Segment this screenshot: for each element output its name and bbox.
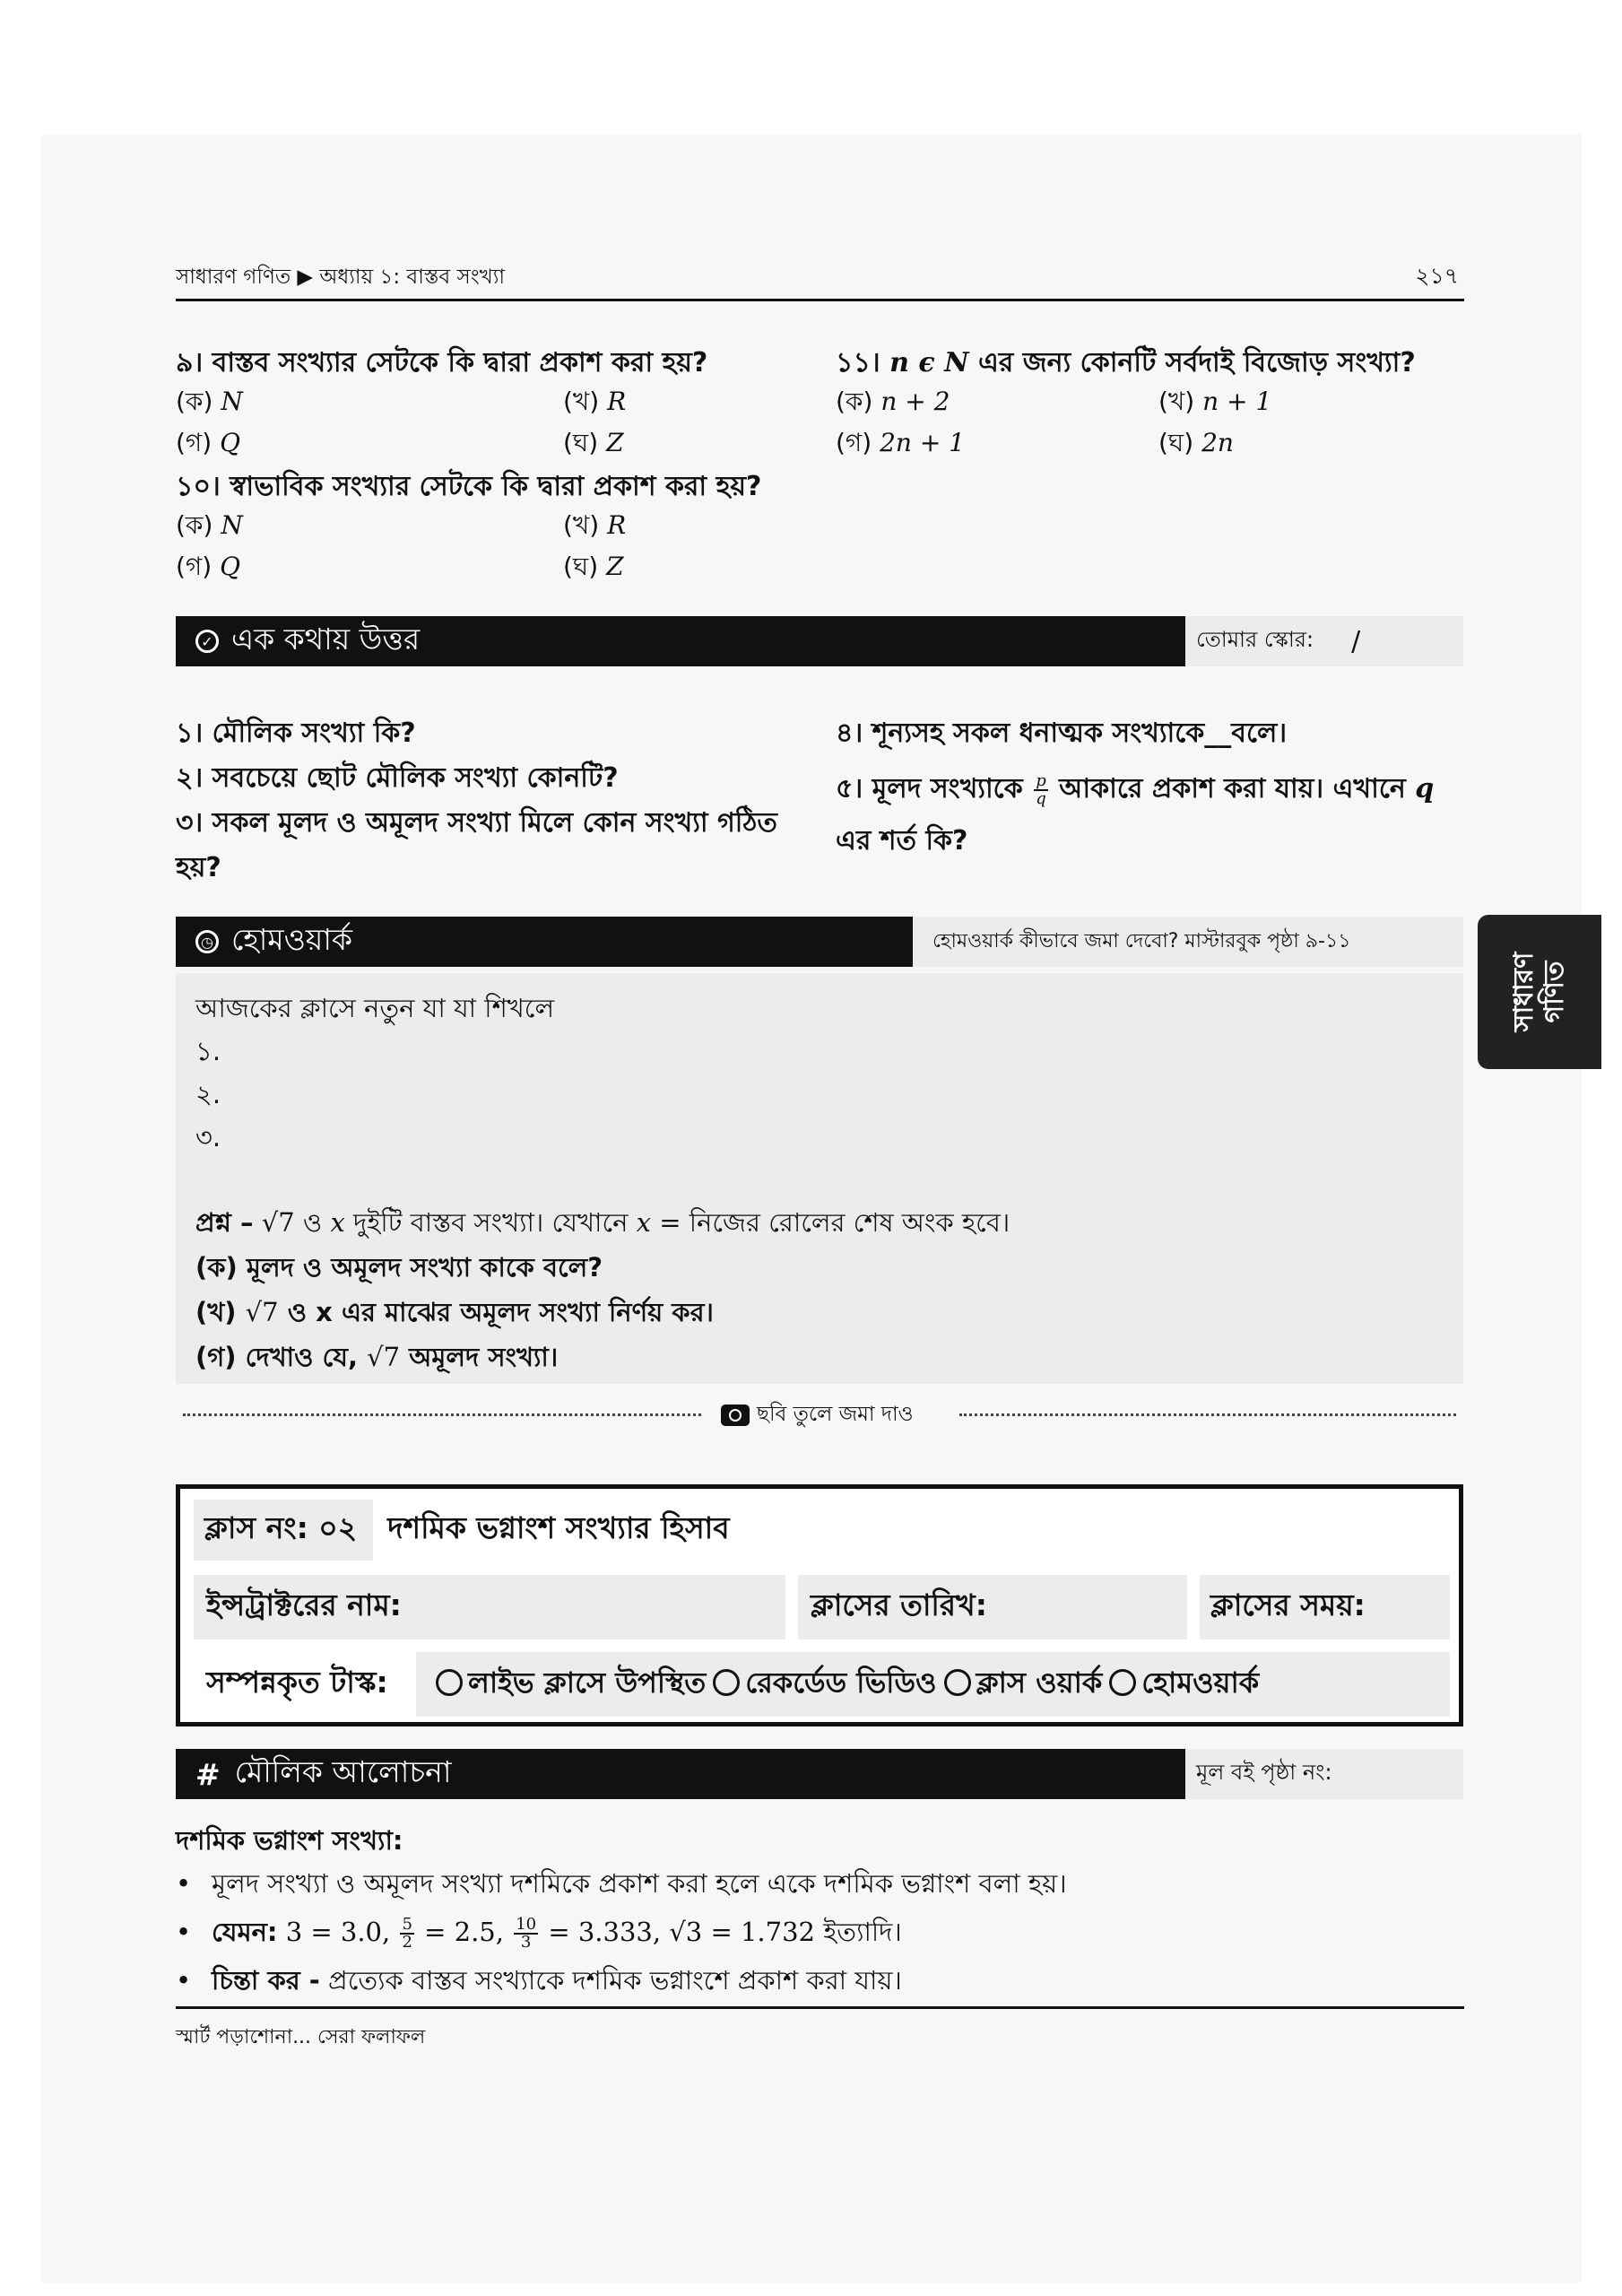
page-ref-label: মূল বই পৃষ্ঠা নং: bbox=[1196, 1760, 1332, 1785]
class-number-label: ক্লাস নং: ০২ bbox=[194, 1500, 373, 1561]
discussion-bullet-3: • চিন্তা কর - প্রত্যেক বাস্তব সংখ্যাকে দশমিক ভগ্নাংশে প্রকাশ করা যায়। bbox=[176, 1965, 902, 1996]
page-number: ২১৭ bbox=[1415, 263, 1459, 289]
mcq-11-option-d: (ঘ) 2n bbox=[1158, 428, 1234, 457]
homework-hint-box bbox=[913, 917, 1463, 967]
homework-section-bar bbox=[176, 917, 913, 967]
one-word-question-4: ৪। শূন্যসহ সকল ধনাত্মক সংখ্যাকে__বলে। bbox=[836, 718, 1288, 749]
one-word-question-2: ২। সবচেয়ে ছোট মৌলিক সংখ্যা কোনটি? bbox=[176, 762, 619, 794]
mcq-11-option-c: (গ) 2n + 1 bbox=[836, 428, 966, 457]
homework-sub-c: (গ) দেখাও যে, √7 অমূলদ সংখ্যা। bbox=[195, 1342, 559, 1372]
mcq-9-option-a: (ক) N bbox=[176, 387, 243, 416]
mcq-question-10: ১০। স্বাভাবিক সংখ্যার সেটকে কি দ্বারা প্রকাশ করা হয়? bbox=[176, 471, 762, 502]
homework-sub-a: (ক) মূলদ ও অমূলদ সংখ্যা কাকে বলে? bbox=[195, 1252, 603, 1283]
tasks-cell bbox=[416, 1652, 1450, 1717]
one-word-title: এক কথায় উত্তর bbox=[231, 622, 421, 657]
one-word-question-5: ৫। মূলদ সংখ্যাকে $\frac{p}{q}$ আকারে প্রকাশ করা যায়। এখানে q bbox=[836, 770, 1435, 808]
radio-circle-icon[interactable] bbox=[436, 1669, 463, 1696]
homework-intro: আজকের ক্লাসে নতুন যা যা শিখলে bbox=[195, 993, 555, 1023]
radio-circle-icon[interactable] bbox=[1109, 1669, 1136, 1696]
dotted-divider-right bbox=[959, 1413, 1456, 1416]
discussion-bullet-1: • মূলদ সংখ্যা ও অমূলদ সংখ্যা দশমিকে প্রকাশ করা হলে একে দশমিক ভগ্নাংশ বলা হয়। bbox=[176, 1868, 1067, 1899]
date-cell: ক্লাসের তারিখ: bbox=[798, 1575, 1187, 1639]
side-tab-general-math bbox=[1478, 915, 1601, 1069]
score-box bbox=[1185, 616, 1463, 666]
one-word-question-3-cont: হয়? bbox=[176, 852, 221, 883]
task-live-class[interactable]: লাইভ ক্লাসে উপস্থিত bbox=[436, 1660, 706, 1709]
footer-tagline: স্মার্ট পড়াশোনা... সেরা ফলাফল bbox=[176, 2026, 426, 2048]
task-class-work[interactable]: ক্লাস ওয়ার্ক bbox=[944, 1660, 1103, 1709]
mcq-11-option-a: (ক) n + 2 bbox=[836, 387, 950, 416]
hash-icon: # bbox=[195, 1756, 221, 1792]
radio-circle-icon[interactable] bbox=[944, 1669, 971, 1696]
fraction-p-over-q: $\frac{p}{q}$ bbox=[1036, 770, 1046, 808]
mcq-10-option-a: (ক) N bbox=[176, 510, 243, 540]
homework-item-2: ২. bbox=[195, 1079, 221, 1109]
side-tab-line-2: গণিত bbox=[1539, 961, 1570, 1023]
homework-item-3: ৩. bbox=[195, 1122, 221, 1152]
mcq-9-option-b: (খ) R bbox=[563, 387, 627, 416]
homework-sub-b: (খ) √7 ও x এর মাঝের অমূলদ সংখ্যা নির্ণয় কর। bbox=[195, 1297, 714, 1327]
discussion-title: মৌলিক আলোচনা bbox=[234, 1754, 452, 1789]
dotted-divider-left bbox=[183, 1413, 701, 1416]
fraction-5-over-2: $\frac{5}{2}$ bbox=[402, 1915, 412, 1952]
homework-title: হোমওয়ার্ক bbox=[231, 922, 353, 957]
class-number-cell bbox=[194, 1500, 730, 1561]
mcq-10-option-d: (ঘ) Z bbox=[563, 552, 624, 581]
homework-question: প্রশ্ন – √7 ও x দুইটি বাস্তব সংখ্যা। যেখানে x = নিজের রোলের শেষ অংক হবে। bbox=[195, 1207, 1010, 1238]
homework-submit-hint: হোমওয়ার্ক কীভাবে জমা দেবো? মাস্টারবুক পৃষ্ঠা ৯-১১ bbox=[932, 929, 1351, 952]
mcq-question-11: ১১। n ϵ N এর জন্য কোনটি সর্বদাই বিজোড় সংখ্যা? bbox=[836, 347, 1416, 378]
mcq-9-option-c: (গ) Q bbox=[176, 428, 241, 457]
mcq-10-option-b: (খ) R bbox=[563, 510, 627, 540]
radio-circle-icon[interactable] bbox=[713, 1669, 740, 1696]
check-circle-icon: ✓ bbox=[195, 630, 219, 653]
discussion-section-bar bbox=[176, 1749, 1185, 1799]
side-tab-line-1: সাধারণ bbox=[1507, 952, 1540, 1032]
class-info-box bbox=[176, 1484, 1463, 1726]
task-recorded-video[interactable]: রেকর্ডেড ভিডিও bbox=[713, 1660, 936, 1709]
mcq-9-option-d: (ঘ) Z bbox=[563, 428, 624, 457]
mcq-10-option-c: (গ) Q bbox=[176, 552, 241, 581]
score-separator: / bbox=[1351, 625, 1361, 657]
discussion-bullet-2: • যেমন: 3 = 3.0, $\frac{5}{2}$ = 2.5, $\frac{10}{3}$ = 3.333, √3 = 1.732 ইত্যাদি। bbox=[176, 1915, 902, 1952]
instructor-cell: ইন্সট্রাক্টরের নাম: bbox=[194, 1575, 785, 1639]
footer-divider bbox=[176, 2006, 1464, 2009]
header-divider bbox=[176, 299, 1464, 301]
task-homework[interactable]: হোমওয়ার্ক bbox=[1109, 1660, 1259, 1709]
score-label: তোমার স্কোর: bbox=[1196, 627, 1314, 652]
fraction-10-over-3: $\frac{10}{3}$ bbox=[516, 1915, 537, 1952]
time-cell: ক্লাসের সময়: bbox=[1200, 1575, 1450, 1639]
discussion-heading: দশমিক ভগ্নাংশ সংখ্যা: bbox=[176, 1825, 403, 1856]
clock-icon: ◷ bbox=[195, 930, 219, 953]
class-title: দশমিক ভগ্নাংশ সংখ্যার হিসাব bbox=[387, 1510, 730, 1545]
homework-item-1: ১. bbox=[195, 1036, 221, 1066]
tasks-label-cell: সম্পন্নকৃত টাস্ক: bbox=[194, 1652, 416, 1717]
one-word-question-1: ১। মৌলিক সংখ্যা কি? bbox=[176, 718, 416, 749]
photo-submit: ছবি তুলে জমা দাও bbox=[721, 1397, 914, 1432]
mcq-11-option-b: (খ) n + 1 bbox=[1158, 387, 1272, 416]
page-ref-box bbox=[1185, 1749, 1463, 1799]
mcq-question-9: ৯। বাস্তব সংখ্যার সেটকে কি দ্বারা প্রকাশ করা হয়? bbox=[176, 347, 708, 378]
camera-icon bbox=[721, 1405, 750, 1426]
breadcrumb: সাধারণ গণিত ▶ অধ্যায় ১: বাস্তব সংখ্যা bbox=[176, 265, 506, 289]
one-word-question-5-cont: এর শর্ত কি? bbox=[836, 825, 968, 857]
one-word-section-bar bbox=[176, 616, 1185, 666]
one-word-question-3: ৩। সকল মূলদ ও অমূলদ সংখ্যা মিলে কোন সংখ্যা গঠিত bbox=[176, 807, 777, 839]
